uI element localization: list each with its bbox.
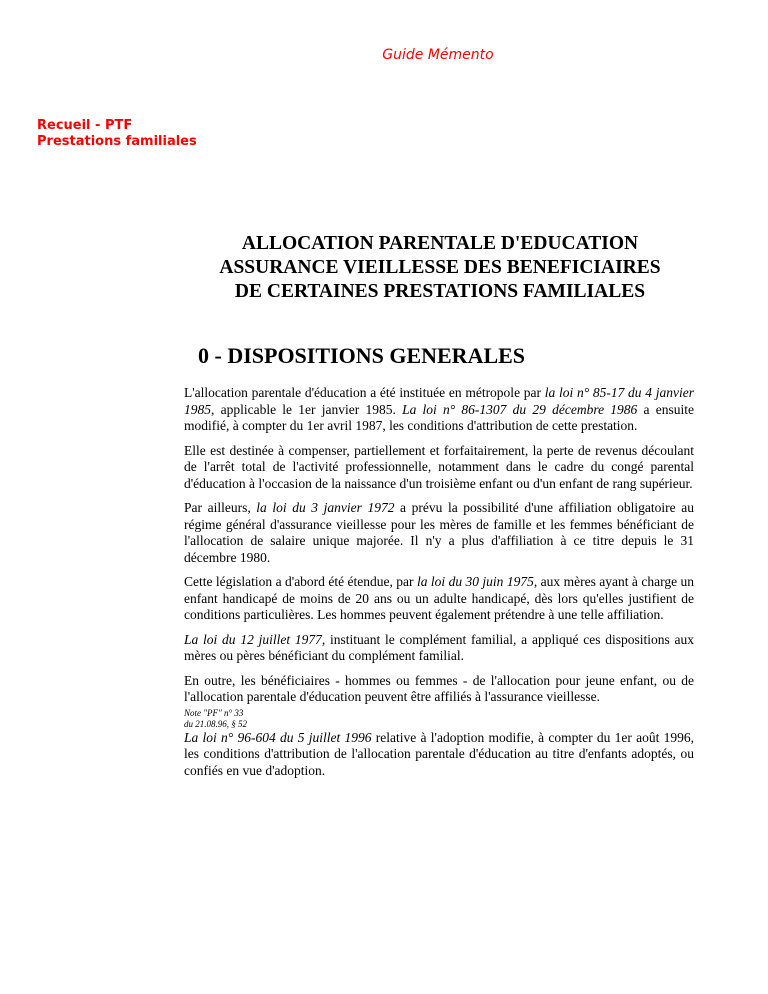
paragraph-7	[184, 730, 694, 780]
p6-text: En outre, les bénéficiaires - hommes ou femmes - de l'allocation pour jeune enfant, ou de l'allocation parentale d'éducation peuvent être affiliés à l'assurance vieillesse.	[184, 672, 694, 704]
p1-text-1: L'allocation parentale d'éducation a été instituée en métropole par	[184, 385, 545, 400]
p2-text: Elle est destinée à compenser, partiellement et forfaitairement, la perte de revenus découlant de l'arrêt total de l'activité professionnelle, notamment dans le cadre du congé parental d'éducation à l'occasion de la naissance d'un troisième enfant ou d'un enfant de rang supérieur.	[184, 442, 694, 491]
rubric-line-2: Prestations familiales	[37, 134, 197, 149]
paragraph-5	[184, 632, 694, 665]
p7-law-ref: La loi n° 96-604 du 5 juillet 1996	[184, 729, 372, 745]
paragraph-6	[184, 673, 694, 706]
p1-law-ref-1: la loi n° 85-17 du 4 janvier 1985	[184, 385, 694, 417]
p5-law-ref: La loi du 12 juillet 1977	[184, 631, 322, 647]
p3-text-2: a prévu la possibilité d'une affiliation obligatoire au régime général d'assurance vieillesse pour les mères de famille et les femmes bénéficiant de l'allocation de salaire unique majorée. Il n'y a plus d'affiliation à ce titre depuis le 31 décembre 1980.	[184, 500, 694, 565]
p3-law-ref: la loi du 3 janvier 1972	[256, 500, 395, 515]
p7-text: relative à l'adoption modifie, à compter du 1er août 1996, les conditions d'attribution de l'allocation parentale d'éducation au titre d'enfants adoptés, ou confiés en vue d'adoption.	[184, 729, 694, 778]
document-title	[190, 232, 690, 304]
p3-text-1: Par ailleurs,	[184, 500, 257, 515]
p4-text-1: Cette législation a d'abord été étendue, par	[184, 574, 417, 589]
paragraph-2	[184, 443, 694, 493]
title-line-3: DE CERTAINES PRESTATIONS FAMILIALES	[234, 281, 646, 302]
rubric-block	[37, 118, 197, 150]
paragraph-3	[184, 500, 694, 566]
guide-header: Guide Mémento	[382, 47, 494, 63]
body-text	[184, 385, 694, 787]
title-line-1: ALLOCATION PARENTALE D'EDUCATION	[241, 233, 639, 254]
paragraph-1	[184, 385, 694, 435]
paragraph-4	[184, 574, 694, 624]
section-heading: 0 - DISPOSITIONS GENERALES	[198, 343, 526, 368]
p1-text-3: a ensuite modifié, à compter du 1er avril 1987, les conditions d'attribution de cette prestation.	[184, 401, 695, 433]
title-line-2: ASSURANCE VIEILLESSE DES BENEFICIAIRES	[219, 257, 661, 278]
p4-text-2: , aux mères ayant à charge un enfant handicapé de moins de 20 ans ou un adulte handicapé, dès lors qu'elles justifient de conditions particulières. Les hommes peuvent également prétendre à une telle affiliation.	[184, 574, 694, 622]
p1-law-ref-2: La loi n° 86-1307 du 29 décembre 1986	[402, 401, 638, 417]
p5-text: , instituant le complément familial, a appliqué ces dispositions aux mères ou pères bénéficiant du complément familial.	[184, 631, 694, 663]
note-line-2: du 21.08.96, § 52	[184, 718, 247, 729]
p4-law-ref: la loi du 30 juin 1975	[416, 574, 534, 589]
margin-note	[184, 708, 694, 730]
note-line-1: Note "PF" n° 33	[184, 707, 244, 718]
p1-text-2: , applicable le 1er janvier 1985.	[211, 401, 403, 417]
rubric-line-1: Recueil - PTF	[37, 118, 133, 133]
